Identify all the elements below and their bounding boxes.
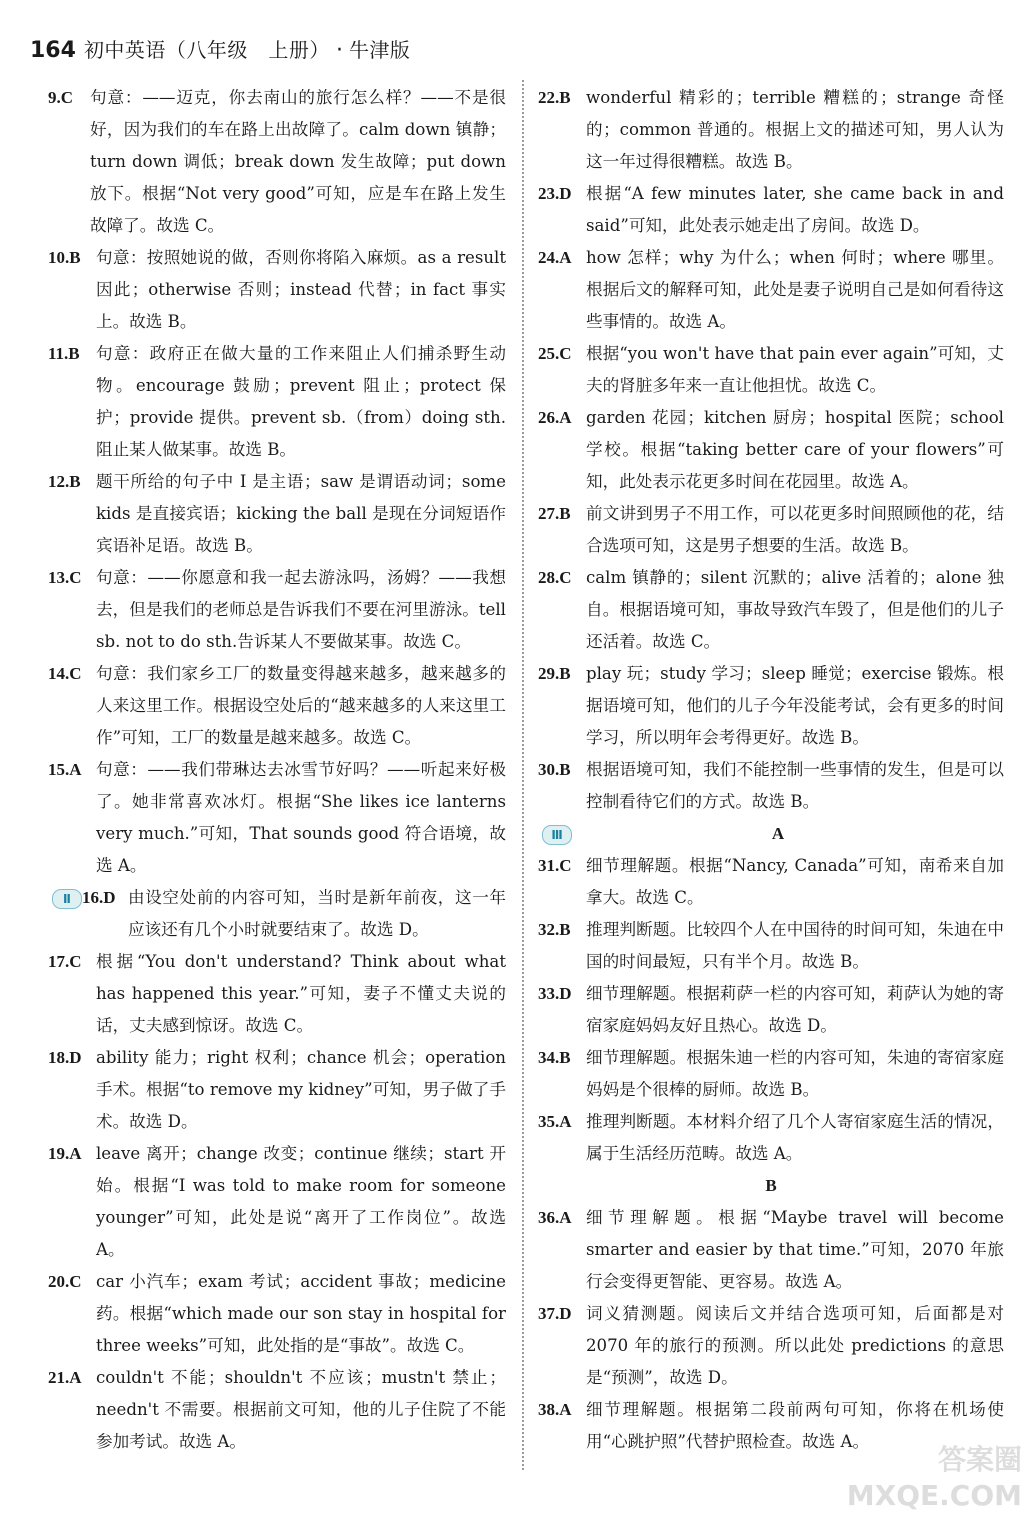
- answer-number: 23.D: [538, 184, 572, 203]
- answer-number: 9.C: [48, 88, 74, 107]
- answer-explanation: leave 离开；change 改变；continue 继续；start 开始。根据“I was told to make room for someone younger”可知，此处是说“离开了工作岗位”。故选 A。: [96, 1144, 506, 1259]
- answer-number: 36.A: [538, 1208, 572, 1227]
- answer-entry: [48, 82, 506, 242]
- answer-explanation: how 怎样；why 为什么；when 何时；where 哪里。根据后文的解释可知，此处是妻子说明自己是如何看待这些事情的。故选 A。: [586, 248, 1004, 331]
- answer-entry: [48, 242, 506, 338]
- answer-number: 15.A: [48, 760, 82, 779]
- answer-explanation: car 小汽车；exam 考试；accident 事故；medicine 药。根据“which made our son stay in hospital for three weeks”可知，此处指的是“事故”。故选 C。: [96, 1272, 506, 1355]
- answer-entry: [538, 754, 1004, 818]
- answer-number: 29.B: [538, 664, 571, 683]
- answer-number: 12.B: [48, 472, 81, 491]
- answer-number: 10.B: [48, 248, 81, 267]
- answer-number: 32.B: [538, 920, 571, 939]
- answer-explanation: garden 花园；kitchen 厨房；hospital 医院；school 学校。根据“taking better care of your flowers”可知，此处表示花更多时间在花园里。故选 A。: [586, 408, 1004, 491]
- answer-entry: [538, 1106, 1004, 1170]
- answer-entry: [538, 242, 1004, 338]
- answer-entry: [48, 658, 506, 754]
- answer-entry: [538, 402, 1004, 498]
- section-title-a: A: [771, 824, 785, 843]
- answer-explanation: 细节理解题。根据“Maybe travel will become smarter and easier by that time.”可知，2070 年旅行会变得更智能、更容易。故选 A。: [586, 1208, 1004, 1291]
- answer-number: 17.C: [48, 952, 82, 971]
- answer-entry: [48, 1266, 506, 1362]
- answer-entry: [538, 1202, 1004, 1298]
- answer-explanation: 推理判断题。比较四个人在中国待的时间可知，朱迪在中国的时间最短，只有半个月。故选 B。: [586, 920, 1004, 971]
- answer-explanation: 前文讲到男子不用工作，可以花更多时间照顾他的花，结合选项可知，这是男子想要的生活。故选 B。: [586, 504, 1004, 555]
- answer-explanation: wonderful 精彩的；terrible 糟糕的；strange 奇怪的；common 普通的。根据上文的描述可知，男人认为这一年过得很糟糕。故选 B。: [586, 88, 1004, 171]
- answer-number: 20.C: [48, 1272, 82, 1291]
- section-badge-iii: Ⅲ: [542, 825, 572, 845]
- answer-explanation: calm 镇静的；silent 沉默的；alive 活着的；alone 独自。根据语境可知，事故导致汽车毁了，但是他们的儿子还活着。故选 C。: [586, 568, 1004, 651]
- answer-number: 13.C: [48, 568, 82, 587]
- answer-number: 28.C: [538, 568, 572, 587]
- answer-number: 16.D: [82, 888, 116, 907]
- answer-explanation: couldn't 不能；shouldn't 不应该；mustn't 禁止；needn't 不需要。根据前文可知，他的儿子住院了不能参加考试。故选 A。: [96, 1368, 506, 1451]
- answer-entry: [48, 946, 506, 1042]
- section-badge-ii: Ⅱ: [52, 889, 82, 909]
- column-divider: [522, 80, 524, 1470]
- answer-entry: [538, 498, 1004, 562]
- answer-number: 26.A: [538, 408, 572, 427]
- watermark-logo-text: 答案圈: [937, 1443, 1022, 1476]
- answer-number: 31.C: [538, 856, 572, 875]
- answer-explanation: 细节理解题。根据莉萨一栏的内容可知，莉萨认为她的寄宿家庭妈妈友好且热心。故选 D。: [586, 984, 1004, 1035]
- answer-number: 27.B: [538, 504, 571, 523]
- answer-entry: [538, 82, 1004, 178]
- answer-number: 19.A: [48, 1144, 82, 1163]
- answer-explanation: 根据“You don't understand? Think about what has happened this year.”可知，妻子不懂丈夫说的话，丈夫感到惊讶。故选 C。: [96, 952, 506, 1035]
- answer-explanation: 句意：我们家乡工厂的数量变得越来越多，越来越多的人来这里工作。根据设空处后的“越来越多的人来这里工作”可知，工厂的数量是越来越多。故选 C。: [96, 664, 506, 747]
- page-header: [30, 34, 410, 68]
- answer-explanation: play 玩；study 学习；sleep 睡觉；exercise 锻炼。根据语境可知，他们的儿子今年没能考试，会有更多的时间学习，所以明年会考得更好。故选 B。: [586, 664, 1004, 747]
- answer-entry: [538, 658, 1004, 754]
- answer-entry: [48, 754, 506, 882]
- page-number: 164: [30, 38, 76, 63]
- section-iii-header: [538, 818, 1004, 850]
- answer-explanation: 题干所给的句子中 I 是主语；saw 是谓语动词；some kids 是直接宾语；kicking the ball 是现在分词短语作宾语补足语。故选 B。: [96, 472, 506, 555]
- answer-entry: [48, 882, 506, 946]
- answer-entry: [48, 466, 506, 562]
- answer-entry: [538, 850, 1004, 914]
- answer-number: 30.B: [538, 760, 571, 779]
- answer-number: 24.A: [538, 248, 572, 267]
- answer-entry: [538, 178, 1004, 242]
- answer-explanation: 根据“A few minutes later, she came back in and said”可知，此处表示她走出了房间。故选 D。: [586, 184, 1004, 235]
- answer-entry: [538, 978, 1004, 1042]
- answer-explanation: ability 能力；right 权利；chance 机会；operation 手术。根据“to remove my kidney”可知，男子做了手术。故选 D。: [96, 1048, 506, 1131]
- answer-explanation: 推理判断题。本材料介绍了几个人寄宿家庭生活的情况，属于生活经历范畴。故选 A。: [586, 1112, 1004, 1163]
- book-title: 初中英语（八年级 上册）: [83, 38, 330, 62]
- right-column: [538, 82, 1004, 1458]
- answer-number: 11.B: [48, 344, 80, 363]
- section-title-b: B: [765, 1176, 777, 1195]
- answer-explanation: 句意：政府正在做大量的工作来阻止人们捕杀野生动物。encourage 鼓励；prevent 阻止；protect 保护；provide 提供。prevent sb.（from）doing sth.阻止某人做某事。故选 B。: [96, 344, 506, 459]
- answer-explanation: 句意：——我们带琳达去冰雪节好吗？——听起来好极了。她非常喜欢冰灯。根据“She likes ice lanterns very much.”可知，That sounds good 符合语境，故选 A。: [96, 760, 506, 875]
- answer-number: 25.C: [538, 344, 572, 363]
- answer-number: 37.D: [538, 1304, 572, 1323]
- answer-explanation: 句意：——你愿意和我一起去游泳吗，汤姆？——我想去，但是我们的老师总是告诉我们不要在河里游泳。tell sb. not to do sth.告诉某人不要做某事。故选 C。: [96, 568, 506, 651]
- answer-number: 35.A: [538, 1112, 572, 1131]
- answer-explanation: 词义猜测题。阅读后文并结合选项可知，后面都是对 2070 年的旅行的预测。所以此处 predictions 的意思是“预测”，故选 D。: [586, 1304, 1004, 1387]
- answer-number: 38.A: [538, 1400, 572, 1419]
- answer-entry: [538, 1298, 1004, 1394]
- answer-explanation: 根据“you won't have that pain ever again”可知，丈夫的肾脏多年来一直让他担忧。故选 C。: [586, 344, 1004, 395]
- answer-entry: [538, 338, 1004, 402]
- answer-entry: [538, 1042, 1004, 1106]
- watermark-url: MXQE.COM: [846, 1479, 1022, 1512]
- answer-entry: [48, 1362, 506, 1458]
- answer-number: 34.B: [538, 1048, 571, 1067]
- answer-explanation: 由设空处前的内容可知，当时是新年前夜，这一年应该还有几个小时就要结束了。故选 D。: [128, 888, 506, 939]
- answer-entry: [48, 562, 506, 658]
- answer-number: 18.D: [48, 1048, 82, 1067]
- header-separator: ·: [335, 38, 343, 63]
- answer-explanation: 句意：——迈克，你去南山的旅行怎么样？——不是很好，因为我们的车在路上出故障了。calm down 镇静；turn down 调低；break down 发生故障；put down 放下。根据“Not very good”可知，应是车在路上发生故障了。故选 C。: [90, 88, 506, 235]
- answer-number: 22.B: [538, 88, 571, 107]
- site-watermark: [842, 1442, 1022, 1522]
- left-column: [48, 82, 506, 1458]
- answer-entry: [48, 338, 506, 466]
- answer-explanation: 细节理解题。根据“Nancy, Canada”可知，南希来自加拿大。故选 C。: [586, 856, 1004, 907]
- answer-explanation: 句意：按照她说的做，否则你将陷入麻烦。as a result 因此；otherwise 否则；instead 代替；in fact 事实上。故选 B。: [96, 248, 506, 331]
- answer-explanation: 细节理解题。根据第二段前两句可知，你将在机场使用“心跳护照”代替护照检查。故选 A。: [586, 1400, 1004, 1451]
- answer-number: 14.C: [48, 664, 82, 683]
- answer-explanation: 细节理解题。根据朱迪一栏的内容可知，朱迪的寄宿家庭妈妈是个很棒的厨师。故选 B。: [586, 1048, 1004, 1099]
- answer-entry: [538, 914, 1004, 978]
- edition-label: 牛津版: [348, 38, 411, 62]
- answer-entry: [48, 1138, 506, 1266]
- answer-number: 33.D: [538, 984, 572, 1003]
- answer-number: 21.A: [48, 1368, 82, 1387]
- answer-explanation: 根据语境可知，我们不能控制一些事情的发生，但是可以控制看待它们的方式。故选 B。: [586, 760, 1004, 811]
- answer-entry: [538, 562, 1004, 658]
- answer-entry: [48, 1042, 506, 1138]
